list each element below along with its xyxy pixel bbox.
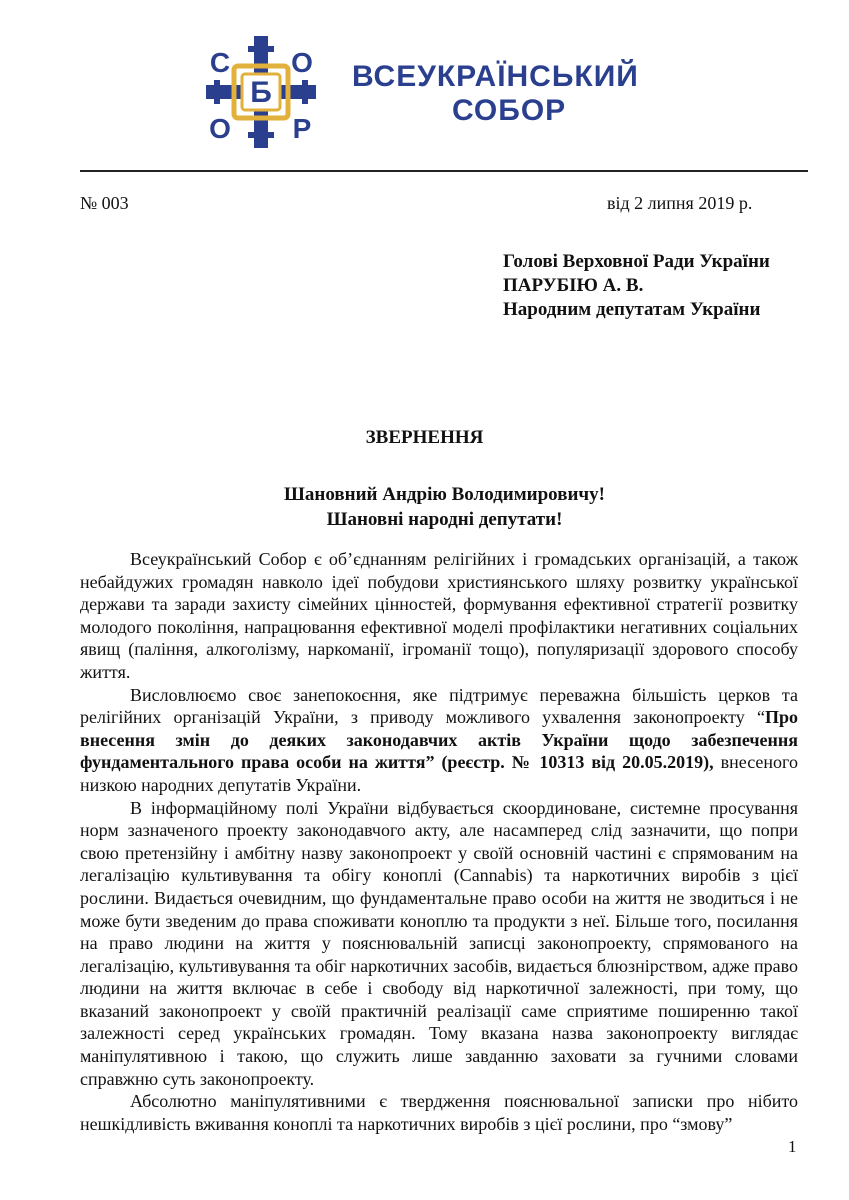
organization-name-line2: СОБОР [452, 94, 567, 127]
header-divider [80, 170, 808, 172]
document-title: ЗВЕРНЕННЯ [365, 427, 484, 448]
addressee-line: ПАРУБІЮ А. В. [503, 275, 644, 296]
greeting [0, 482, 849, 532]
organization-logo [206, 36, 316, 148]
greeting-line: Шановний Андрію Володимировичу! [284, 484, 605, 505]
page-number: 1 [788, 1137, 797, 1156]
document-number: № 003 [80, 193, 129, 213]
body-paragraph: В інформаційному полі України відбувається скоординоване, системне просування норм зазначеного проекту законодавчого акту, але насамперед слід зазначити, що попри свою претензійну і амбітну назву законопроект у своїй основній частині є спрямованим на легалізацію культивування та обігу коноплі (Cannabis) та наркотичних виробів з цієї рослини. Видається очевидним, що фундаментальне право особи на життя не зводиться і не може бути зведеним до права споживати коноплю та продукти з неї. Більше того, посилання на право людини на життя у пояснювальній записці законопроекту, спрямованого на легалізацію, культивування та обіг наркотичних засобів, видається блюзнірством, адже право людини на життя включає в себе і свободу від наркотичної залежності, при тому, що вказаний законопроект у своїй практичній реалізації саме сприятиме поширенню такої залежності серед українських громадян. Тому вказана назва законопроекту виглядає маніпулятивною і такою, що служить лише завданню заховати за гучними словами справжню суть законопроекту. [80, 797, 798, 1089]
document-date: від 2 липня 2019 р. [607, 193, 753, 213]
addressee-block [503, 250, 770, 322]
letter-body [80, 548, 798, 1135]
logo-letter-tl: С [209, 47, 231, 78]
body-text: внесеного низкою народних депутатів України. [80, 752, 798, 795]
greeting-line: Шановні народні депутати! [326, 509, 563, 530]
addressee-line: Народним депутатам України [503, 299, 761, 320]
body-paragraph: Абсолютно маніпулятивними є твердження пояснювальної записки про нібито нешкідливість вживання коноплі та наркотичних виробів з цієї рослини, про “змову” [80, 1091, 798, 1134]
organization-name-line1: ВСЕУКРАЇНСЬКИЙ [352, 60, 639, 93]
logo-letter-center: Б [250, 76, 272, 109]
addressee-line: Голові Верховної Ради України [503, 251, 770, 272]
body-text: Висловлюємо своє занепокоєння, яке підтримує переважна більшість церков та релігійних організацій України, з приводу можливого ухвалення законопроекту “ [80, 684, 798, 728]
bill-title: Про внесення змін до деяких законодавчих актів України щодо забезпечення фундаментального права особи на життя” (реєстр. № 10313 від 20.05.2019), [80, 707, 798, 773]
logo-letter-tr: О [291, 47, 313, 78]
body-paragraph [80, 684, 798, 797]
logo-letter-br: Р [292, 113, 312, 144]
body-paragraph: Всеукраїнський Собор є об’єднанням релігійних і громадських організацій, а також небайдужих громадян навколо ідеї побудови християнського шляху розвитку української держави та заради захисту сімейних цінностей, формування ефективної стратегії розвитку молодого покоління, напрацювання ефективної моделі профілактики негативних соціальних явищ (паління, алкоголізму, наркоманії, ігроманії тощо), популяризації здорового способу життя. [80, 549, 798, 682]
logo-letter-bl: О [209, 113, 231, 144]
organization-name [352, 60, 639, 128]
